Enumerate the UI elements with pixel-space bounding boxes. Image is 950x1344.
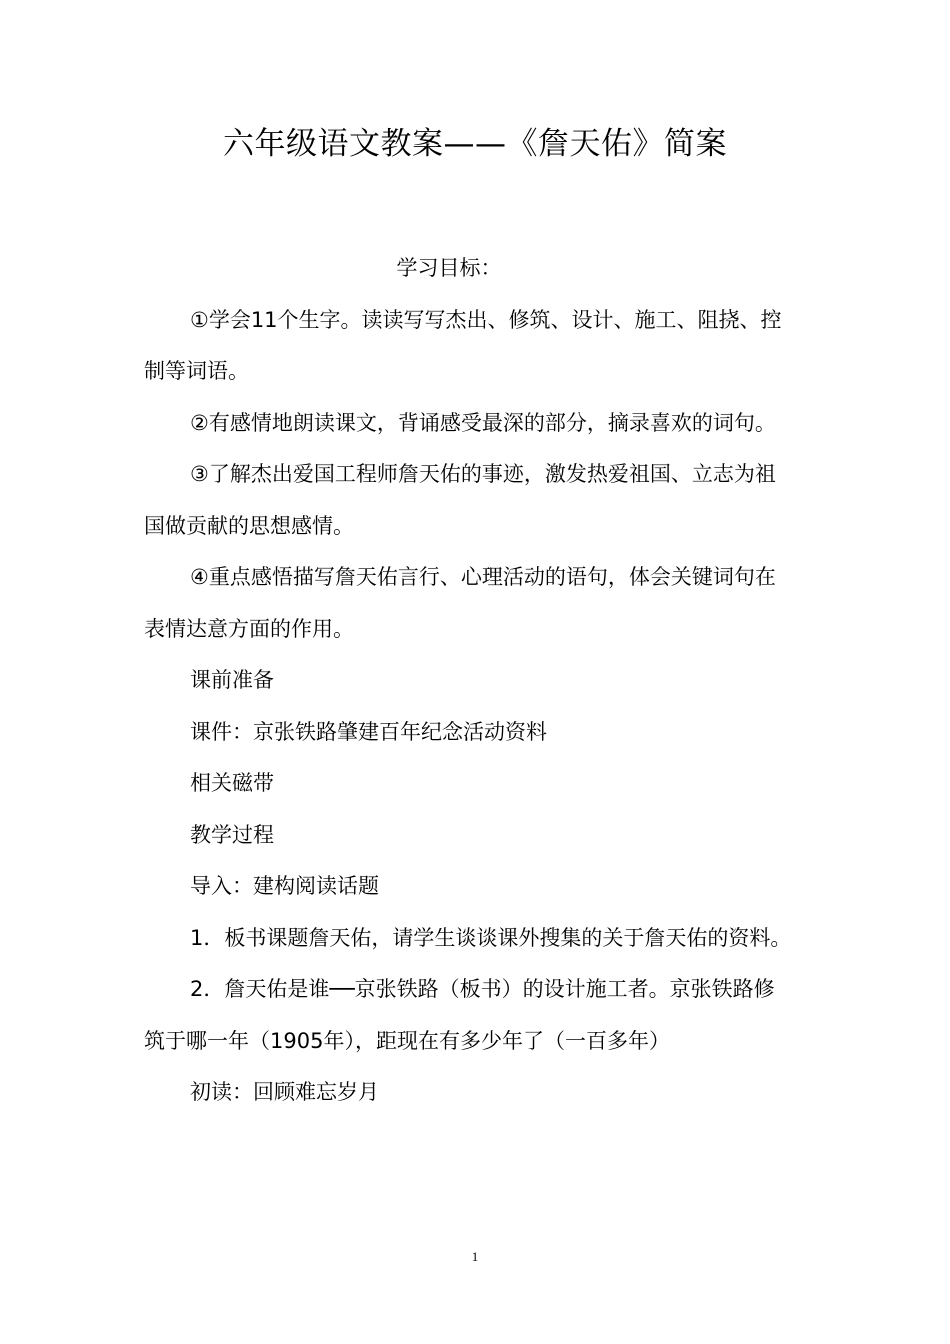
paragraph-tapes: 相关磁带 — [190, 771, 274, 795]
paragraph-step-1: 1．板书课题詹天佑，请学生谈谈课外搜集的关于詹天佑的资料。 — [190, 925, 792, 950]
paragraph-goal-2: ②有感情地朗读课文，背诵感受最深的部分，摘录喜欢的词句。 — [190, 410, 776, 435]
section-heading-learning-goals: 学习目标： — [396, 256, 502, 280]
page-number: 1 — [471, 1249, 479, 1264]
document-body — [144, 243, 794, 1119]
paragraph-goal-4: ④重点感悟描写詹天佑言行、心理活动的语句，体会关键词句在表情达意方面的作用。 — [144, 565, 776, 641]
paragraph-goal-1: ①学会11个生字。读读写写杰出、修筑、设计、施工、阻挠、控制等词语。 — [144, 307, 782, 383]
paragraph-goal-3: ③了解杰出爱国工程师詹天佑的事迹，激发热爱祖国、立志为祖国做贡献的思想感情。 — [144, 462, 776, 538]
paragraph-courseware: 课件：京张铁路肇建百年纪念活动资料 — [190, 719, 547, 744]
paragraph-first-reading: 初读：回顾难忘岁月 — [190, 1080, 379, 1104]
document-title: 六年级语文教案——《詹天佑》简案 — [223, 126, 727, 162]
paragraph-step-2: 2．詹天佑是谁──京张铁路（板书）的设计施工者。京张铁路修筑于哪一年（1905年），距现在有多少年了（一百多年） — [144, 977, 775, 1053]
paragraph-preparation-heading: 课前准备 — [190, 668, 274, 692]
paragraph-introduction: 导入：建构阅读话题 — [190, 874, 379, 898]
paragraph-process-heading: 教学过程 — [190, 822, 274, 847]
